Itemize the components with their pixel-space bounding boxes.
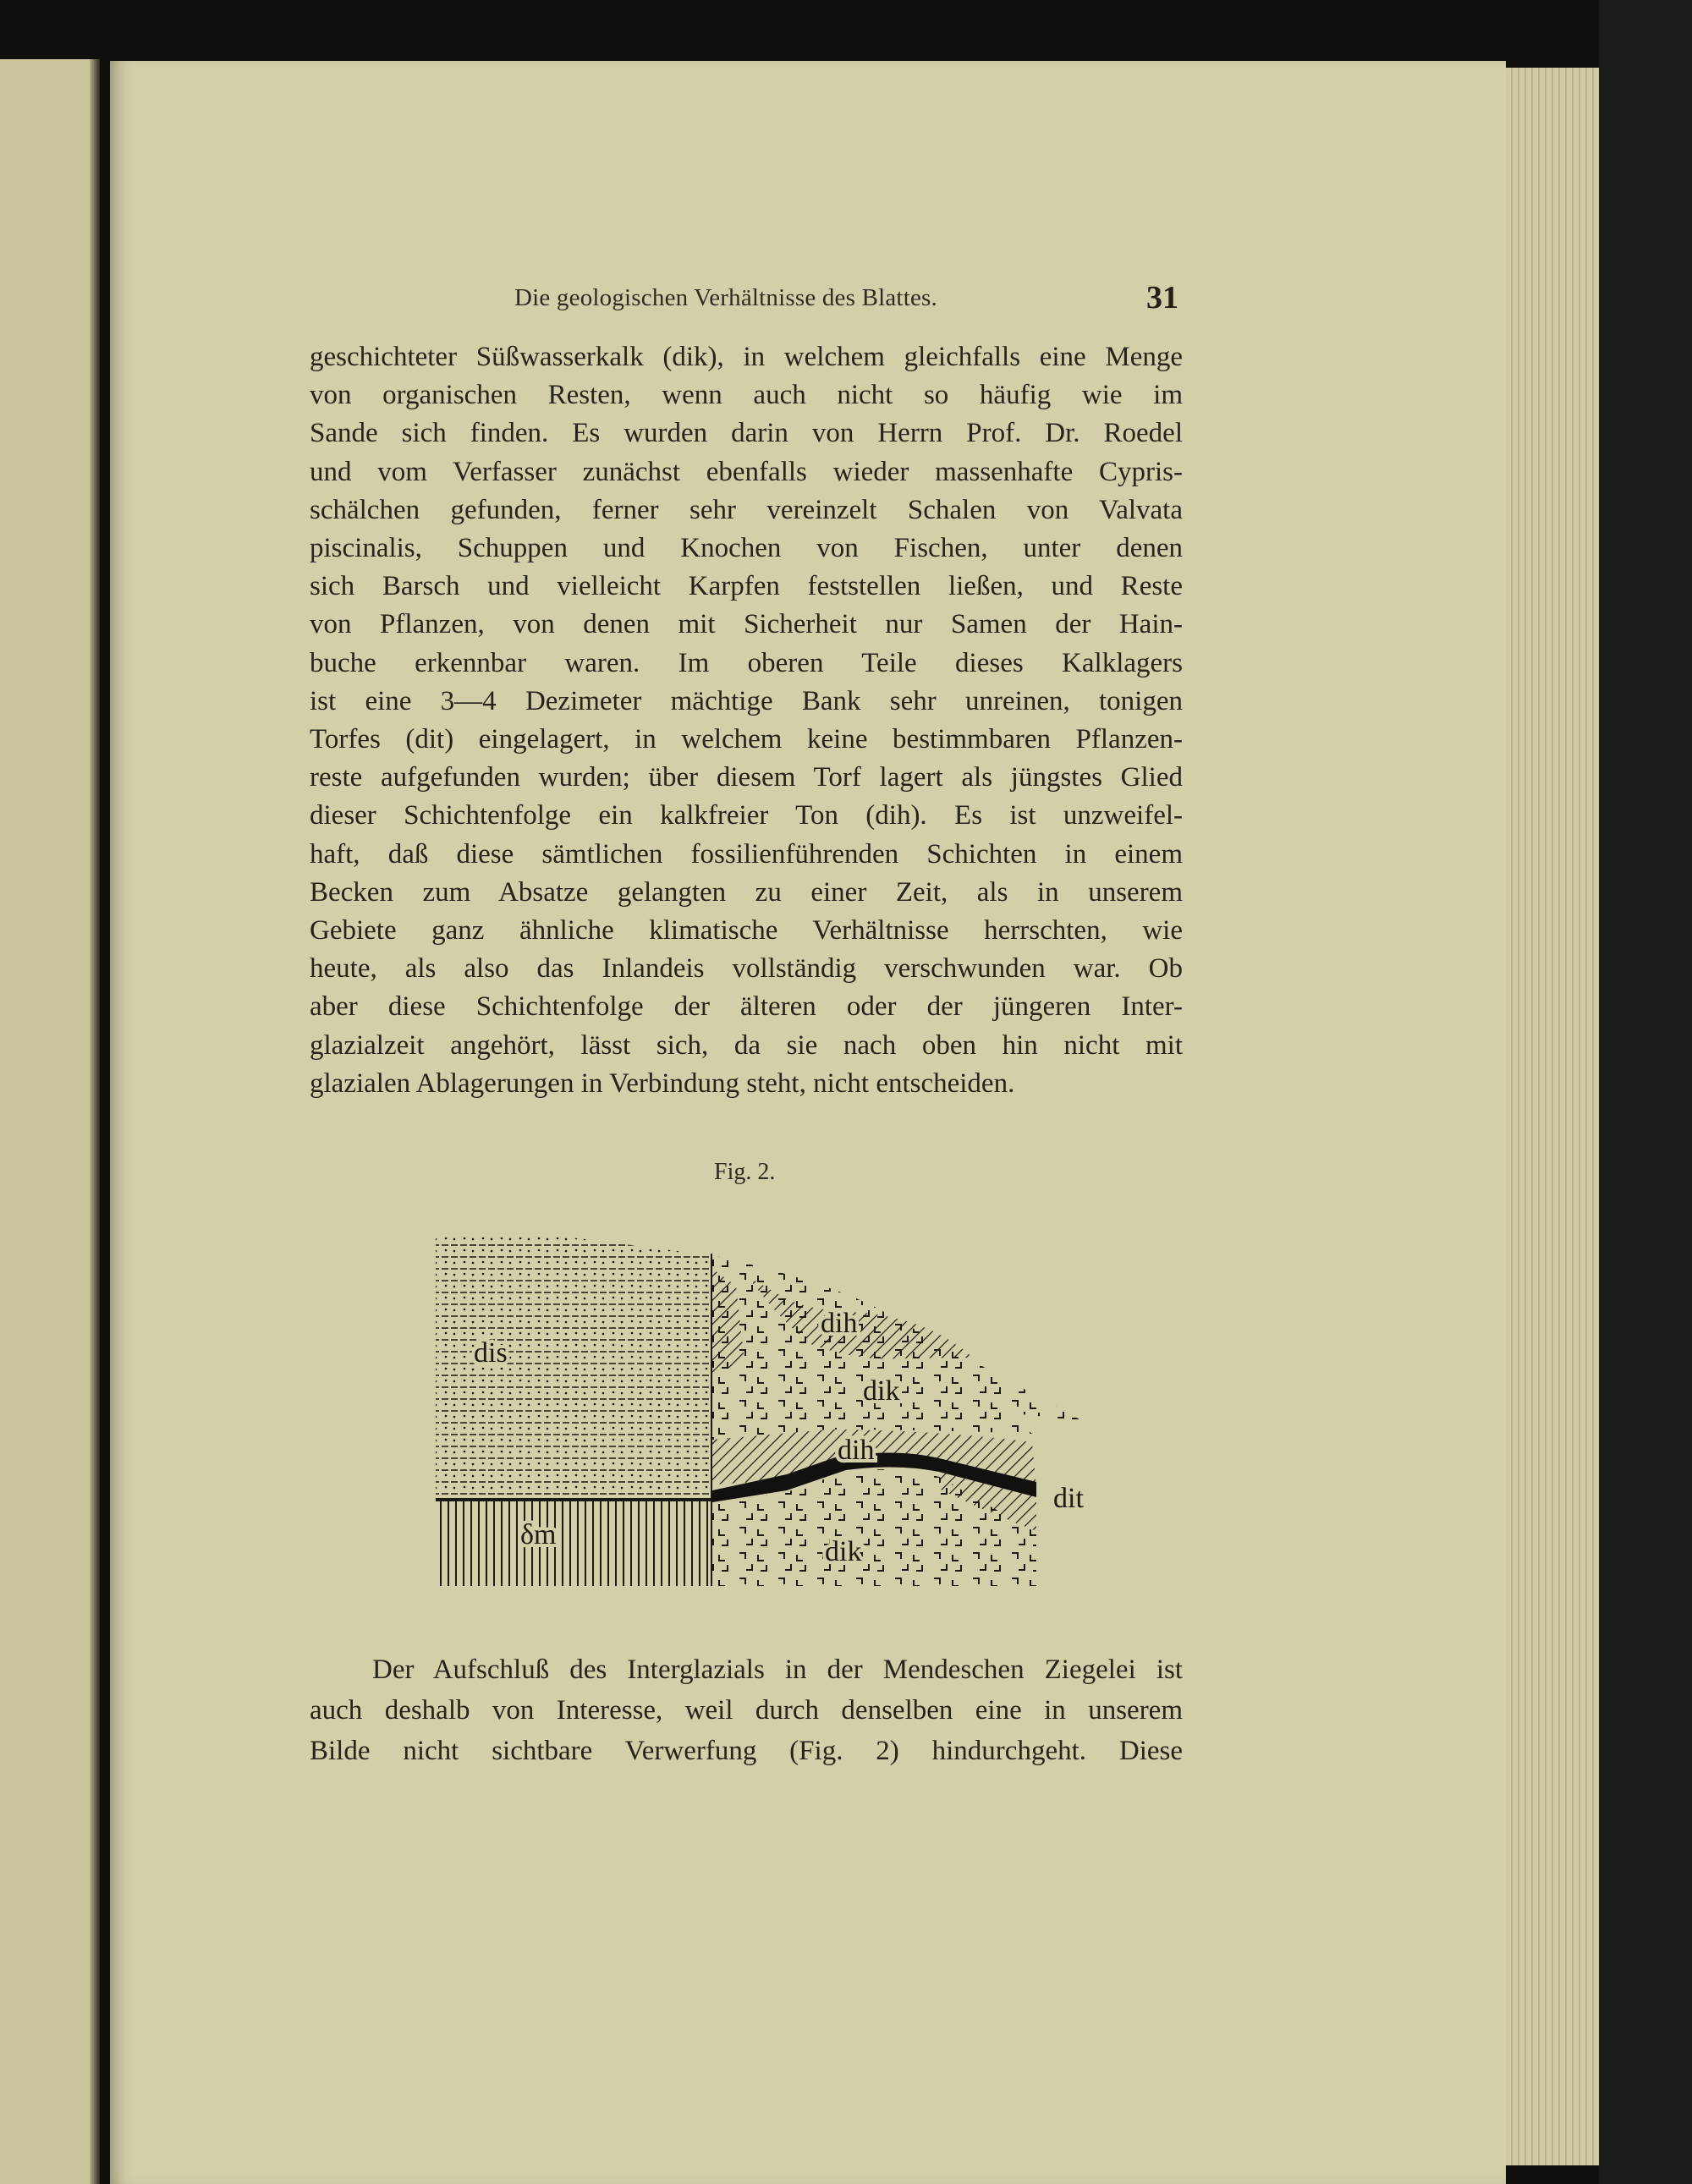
text-line: piscinalis, Schuppen und Knochen von Fischen, unter denen [310,533,1183,564]
label-dm: δm [520,1519,557,1550]
text-line: Torfes (dit) eingelagert, in welchem keine bestimmbaren Pflanzen- [310,724,1183,755]
page-block-edge [1506,68,1599,2165]
text-line: aber diese Schichtenfolge der älteren oder der jüngeren Inter- [310,991,1183,1023]
text-line: haft, daß diese sämtlichen fossilienführenden Schichten in einem [310,838,1183,870]
text-line: und vom Verfasser zunächst ebenfalls wieder massenhafte Cypris- [310,456,1183,487]
page-number: 31 [1146,280,1178,316]
figure-caption: Fig. 2. [714,1159,776,1185]
text-line: dieser Schichtenfolge ein kalkfreier Ton (dih). Es ist unzweifel- [310,800,1183,831]
left-page-edge [0,59,100,2184]
text-line: reste aufgefunden wurden; über diesem Torf lagert als jüngstes Glied [310,762,1183,793]
text-line: Der Aufschluß des Interglazials in der Mendeschen Ziegelei ist [372,1654,1183,1685]
label-dik-upper: dik [863,1375,900,1407]
label-dit: dit [1053,1483,1084,1514]
text-line: geschichteter Süßwasserkalk (dik), in welchem gleichfalls eine Menge [310,342,1183,372]
text-line: auch deshalb von Interesse, weil durch denselben eine in unserem [310,1695,1183,1726]
label-dih-lower: dih [838,1435,875,1466]
text-line: ist eine 3—4 Dezimeter mächtige Bank sehr unreinen, tonigen [310,685,1183,716]
label-dik-lower: dik [825,1536,862,1567]
text-line: heute, als also das Inlandeis vollständig verschwunden war. Ob [310,953,1183,985]
running-title: Die geologischen Verhältnisse des Blattes. [514,284,937,311]
label-dih-upper: dih [821,1308,858,1339]
text-line: schälchen gefunden, ferner sehr vereinzelt Schalen von Valvata [310,494,1183,525]
paragraph-2 [310,1649,1183,1771]
text-line: Sande sich finden. Es wurden darin von Herrn Prof. Dr. Roedel [310,418,1183,449]
text-line: glazialzeit angehört, lässt sich, da sie nach oben hin nicht mit [310,1029,1183,1061]
text-line: buche erkennbar waren. Im oberen Teile dieses Kalklagers [310,647,1183,678]
text-line: Gebiete ganz ähnliche klimatische Verhältnisse herrschten, wie [310,915,1183,947]
text-line: sich Barsch und vielleicht Karpfen feststellen ließen, und Reste [310,571,1183,602]
text-line: glazialen Ablagerungen in Verbindung steht, nicht entscheiden. [310,1067,1015,1099]
layer-dm [436,1501,711,1586]
text-line: von organischen Resten, wenn auch nicht so häufig wie im [310,380,1183,411]
text-line: Becken zum Absatze gelangten zu einer Zeit, als in unserem [310,876,1183,908]
book-cover-spine [1599,0,1692,2184]
paragraph-1 [310,338,1183,1103]
label-dis: dis [474,1337,508,1369]
text-line: von Pflanzen, von denen mit Sicherheit nur Samen der Hain- [310,609,1183,640]
geological-section-figure [423,1218,1100,1590]
text-line: Bilde nicht sichtbare Verwerfung (Fig. 2) hindurchgeht. Diese [310,1736,1183,1766]
